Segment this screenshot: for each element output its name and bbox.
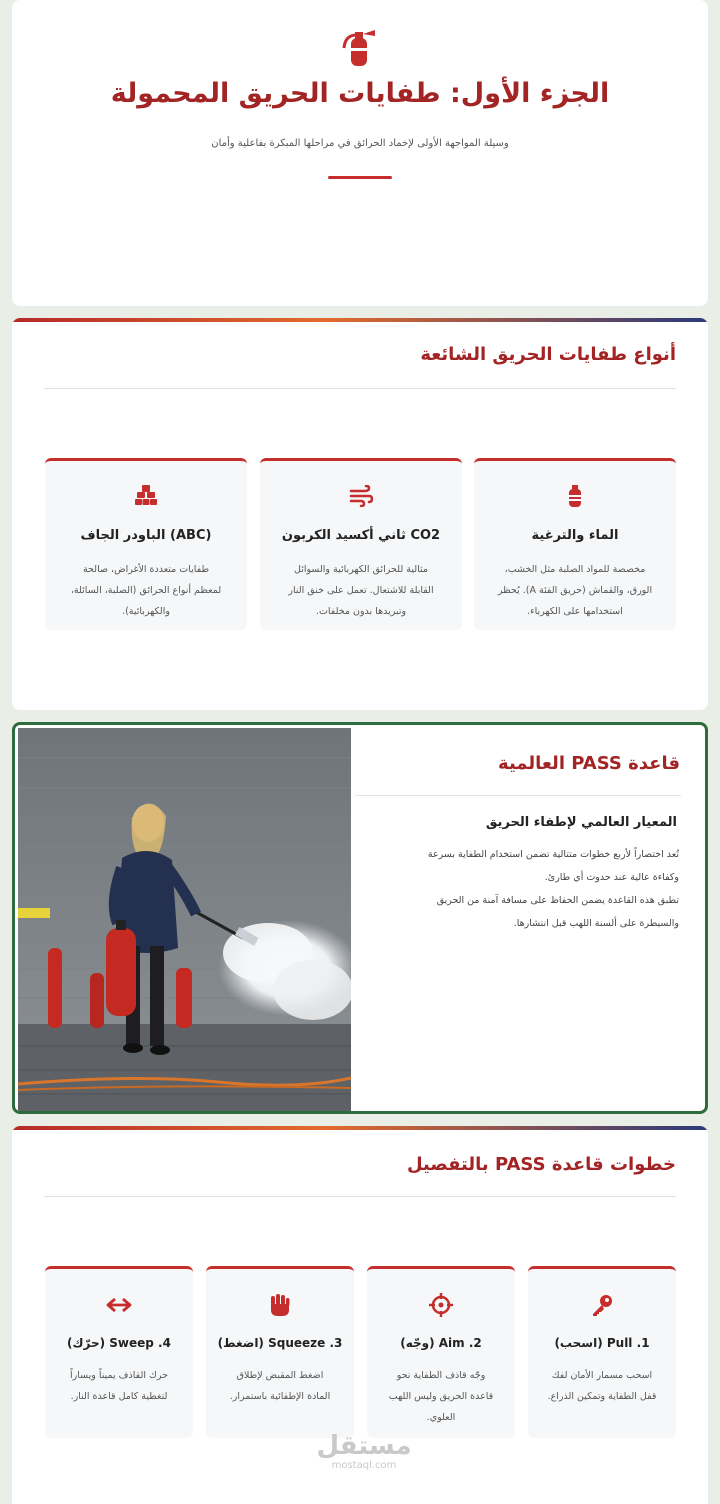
page-subtitle: وسيلة المواجهة الأولى لإخماد الحرائق في مراحلها المبكرة بفاعلية وأمان	[211, 138, 509, 149]
types-section-title: أنواع طفايات الحريق الشائعة	[420, 344, 676, 365]
fire-extinguisher-icon	[339, 24, 379, 68]
step-card-sweep	[45, 1266, 193, 1438]
step-card-title: 2. Aim (وجّه)	[400, 1336, 482, 1350]
type-card-co2	[260, 458, 462, 630]
step-card-aim	[367, 1266, 515, 1438]
wind-icon	[349, 485, 373, 507]
fist-icon	[270, 1293, 290, 1317]
type-card-title: (ABC) الباودر الجاف	[80, 528, 212, 543]
mostaql-watermark: مستقل mostaql.com	[316, 1431, 412, 1471]
step-card-squeeze	[206, 1266, 354, 1438]
crosshair-icon	[429, 1293, 453, 1317]
key-icon	[590, 1293, 614, 1317]
hero-section	[12, 0, 708, 306]
extinguisher-photo	[18, 728, 351, 1111]
step-card-text: اضغط المقبض لإطلاق المادة الإطفائية باستمرار.	[229, 1370, 331, 1402]
type-card-text: مثالية للحرائق الكهربائية والسوائل القابلة للاشتعال. تعمل على خنق النار وتبريدها بدون مخلفات.	[288, 564, 434, 617]
cubes-icon	[135, 485, 157, 505]
arrows-horizontal-icon	[106, 1293, 132, 1317]
type-card-text: مخصصة للمواد الصلبة مثل الخشب، الورق، والقماش (حريق الفئة A). يُحظر استخدامها على الكهرباء.	[497, 564, 653, 617]
section-divider	[44, 1196, 676, 1197]
pass-subtitle: المعيار العالمي لإطفاء الحريق	[485, 815, 677, 830]
section-divider	[44, 388, 676, 389]
section-accent-bar	[12, 318, 708, 322]
section-divider	[355, 795, 681, 796]
steps-section-title: خطوات قاعدة PASS بالتفصيل	[406, 1154, 676, 1175]
type-card-title: CO2 ثاني أكسيد الكربون	[281, 528, 441, 543]
step-card-text: حرك القاذف يميناً ويساراً لتغطية كامل قاعدة النار.	[70, 1370, 168, 1402]
section-accent-bar	[12, 1126, 708, 1130]
step-card-text: اسحب مسمار الأمان لفك قفل الطفاية وتمكين الذراع.	[547, 1370, 657, 1402]
type-card-dry-powder	[45, 458, 247, 630]
pass-rule-section	[12, 722, 708, 1114]
step-card-title: 1. Pull (اسحب)	[554, 1336, 650, 1350]
page-title: الجزء الأول: طفايات الحريق المحمولة	[110, 78, 610, 109]
step-card-title: 3. Squeeze (اضغط)	[217, 1336, 343, 1350]
bottle-icon	[567, 485, 583, 507]
extinguisher-types-section	[12, 318, 708, 710]
step-card-title: 4. Sweep (حرّك)	[67, 1336, 171, 1350]
type-card-water	[474, 458, 676, 630]
pass-description: تُعد اختصاراً لأربع خطوات متتالية تضمن استخدام الطفاية بسرعة وكفاءة عالية عند حدوث أي طارئ. تطبق هذه القاعدة يضمن الحفاظ على مسافة آمنة من الحريق والسيطرة على ألسنة اللهب قبل انتشارها.	[427, 849, 679, 929]
type-card-text: طفايات متعددة الأغراض، صالحة لمعظم أنواع الحرائق (الصلبة، السائلة، والكهربائية).	[70, 564, 222, 617]
title-divider	[328, 176, 392, 179]
pass-section-title: قاعدة PASS العالمية	[498, 753, 680, 774]
step-card-text: وجّه قاذف الطفاية نحو قاعدة الحريق وليس اللهب العلوي.	[388, 1370, 494, 1423]
step-card-pull	[528, 1266, 676, 1438]
pass-steps-section	[12, 1126, 708, 1504]
type-card-title: الماء والترغية	[531, 528, 619, 543]
